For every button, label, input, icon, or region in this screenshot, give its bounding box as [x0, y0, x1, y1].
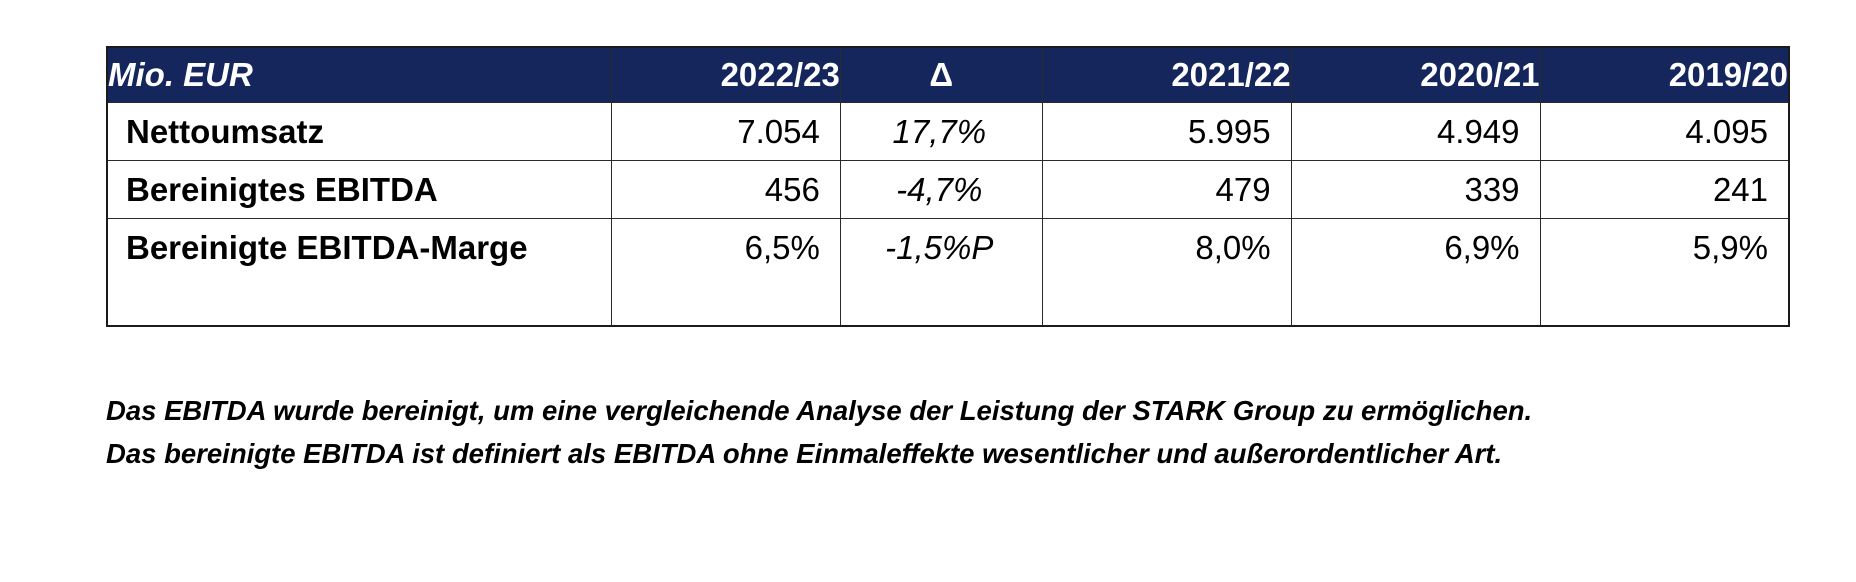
- row-label-nettoumsatz: Nettoumsatz: [107, 103, 612, 161]
- footnote-line-2: Das bereinigte EBITDA ist definiert als EBITDA ohne Einmaleffekte wesentlicher und außerordentlicher Art.: [106, 438, 1503, 470]
- column-header-2022-23: 2022/23: [612, 47, 841, 103]
- table-header-row: [107, 47, 1789, 103]
- cell-bereinigte-ebitda-marge-2020-21: 6,9%: [1291, 219, 1540, 327]
- cell-bereinigte-ebitda-marge-delta: -1,5%P: [840, 219, 1042, 327]
- cell-bereinigtes-ebitda-delta: -4,7%: [840, 161, 1042, 219]
- table-body: [107, 103, 1789, 327]
- column-header-2021-22: 2021/22: [1042, 47, 1291, 103]
- column-header-2019-20: 2019/20: [1540, 47, 1789, 103]
- cell-bereinigte-ebitda-marge-2022-23: 6,5%: [612, 219, 841, 327]
- table-row: [107, 219, 1789, 327]
- footnote-line-1: Das EBITDA wurde bereinigt, um eine vergleichende Analyse der Leistung der STARK Group zu ermöglichen.: [106, 395, 1533, 426]
- table-row: [107, 161, 1789, 219]
- row-label-bereinigtes-ebitda: Bereinigtes EBITDA: [107, 161, 612, 219]
- cell-bereinigte-ebitda-marge-2021-22: 8,0%: [1042, 219, 1291, 327]
- table-row: [107, 103, 1789, 161]
- cell-bereinigtes-ebitda-2022-23: 456: [612, 161, 841, 219]
- cell-bereinigtes-ebitda-2021-22: 479: [1042, 161, 1291, 219]
- cell-bereinigtes-ebitda-2020-21: 339: [1291, 161, 1540, 219]
- cell-nettoumsatz-delta: 17,7%: [840, 103, 1042, 161]
- cell-nettoumsatz-2022-23: 7.054: [612, 103, 841, 161]
- cell-nettoumsatz-2020-21: 4.949: [1291, 103, 1540, 161]
- column-header-unit: Mio. EUR: [107, 47, 612, 103]
- column-header-delta: Δ: [840, 47, 1042, 103]
- financial-table: [106, 46, 1790, 327]
- column-header-2020-21: 2020/21: [1291, 47, 1540, 103]
- table-header: [107, 47, 1789, 103]
- footnotes: [106, 392, 1806, 478]
- cell-nettoumsatz-2021-22: 5.995: [1042, 103, 1291, 161]
- financial-table-container: [106, 46, 1790, 327]
- cell-nettoumsatz-2019-20: 4.095: [1540, 103, 1789, 161]
- cell-bereinigtes-ebitda-2019-20: 241: [1540, 161, 1789, 219]
- row-label-bereinigte-ebitda-marge: Bereinigte EBITDA-Marge: [107, 219, 612, 327]
- cell-bereinigte-ebitda-marge-2019-20: 5,9%: [1540, 219, 1789, 327]
